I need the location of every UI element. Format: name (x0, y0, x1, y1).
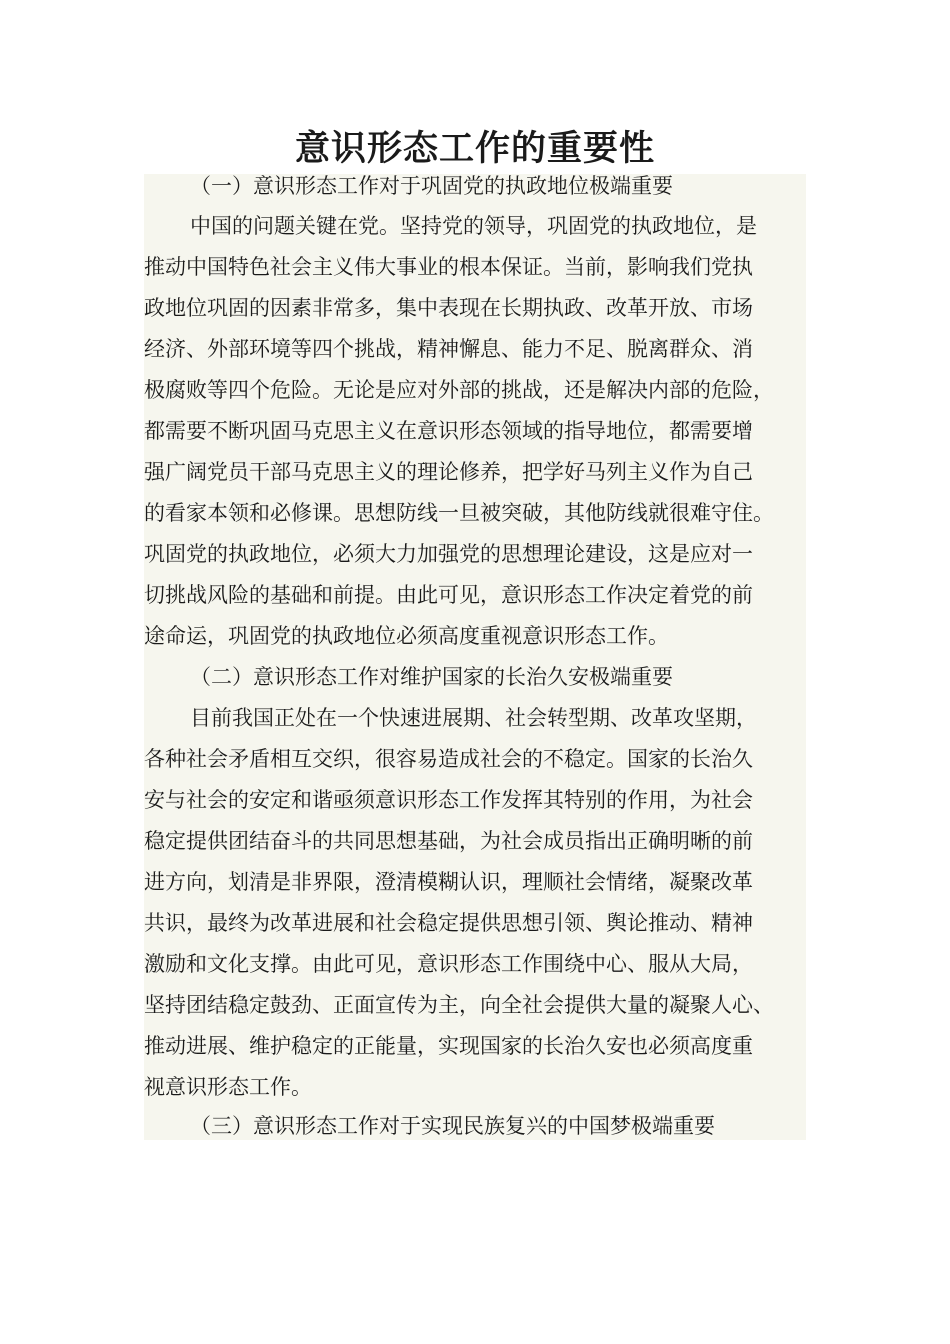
section-heading-3: （三）意识形态工作对于实现民族复兴的中国梦极端重要 (190, 1114, 715, 1138)
paragraph-line: 进方向，划清是非界限，澄清模糊认识，理顺社会情绪，凝聚改革 (144, 870, 753, 894)
paragraph-line: 推动进展、维护稳定的正能量，实现国家的长治久安也必须高度重 (144, 1034, 753, 1058)
paragraph-line: 巩固党的执政地位，必须大力加强党的思想理论建设，这是应对一 (144, 542, 753, 566)
paragraph-line: 稳定提供团结奋斗的共同思想基础，为社会成员指出正确明晰的前 (144, 829, 753, 853)
paragraph-line: 切挑战风险的基础和前提。由此可见，意识形态工作决定着党的前 (144, 583, 753, 607)
paragraph-line: 中国的问题关键在党。坚持党的领导，巩固党的执政地位，是 (190, 214, 757, 238)
paragraph-line: 坚持团结稳定鼓劲、正面宣传为主，向全社会提供大量的凝聚人心、 (144, 993, 774, 1017)
paragraph-line: 共识，最终为改革进展和社会稳定提供思想引领、舆论推动、精神 (144, 911, 753, 935)
paragraph-line: 政地位巩固的因素非常多，集中表现在长期执政、改革开放、市场 (144, 296, 753, 320)
paragraph-line: 极腐败等四个危险。无论是应对外部的挑战，还是解决内部的危险， (144, 378, 774, 402)
section-heading-2: （二）意识形态工作对维护国家的长治久安极端重要 (190, 665, 673, 689)
paragraph-line: 各种社会矛盾相互交织，很容易造成社会的不稳定。国家的长治久 (144, 747, 753, 771)
paragraph-line: 的看家本领和必修课。思想防线一旦被突破，其他防线就很难守住。 (144, 501, 774, 525)
paragraph-line: 目前我国正处在一个快速进展期、社会转型期、改革攻坚期， (190, 706, 757, 730)
paragraph-line: 安与社会的安定和谐亟须意识形态工作发挥其特别的作用，为社会 (144, 788, 753, 812)
paragraph-line: 途命运，巩固党的执政地位必须高度重视意识形态工作。 (144, 624, 669, 648)
paragraph-line: 激励和文化支撑。由此可见，意识形态工作围绕中心、服从大局， (144, 952, 753, 976)
paragraph-line: 都需要不断巩固马克思主义在意识形态领域的指导地位，都需要增 (144, 419, 753, 443)
paragraph-line: 经济、外部环境等四个挑战，精神懈息、能力不足、脱离群众、消 (144, 337, 753, 361)
document-title: 意识形态工作的重要性 (294, 128, 655, 169)
paragraph-line: 强广阔党员干部马克思主义的理论修养，把学好马列主义作为自己 (144, 460, 753, 484)
section-heading-1: （一）意识形态工作对于巩固党的执政地位极端重要 (190, 174, 673, 198)
paragraph-line: 推动中国特色社会主义伟大事业的根本保证。当前，影响我们党执 (144, 255, 753, 279)
paragraph-line: 视意识形态工作。 (144, 1075, 312, 1099)
